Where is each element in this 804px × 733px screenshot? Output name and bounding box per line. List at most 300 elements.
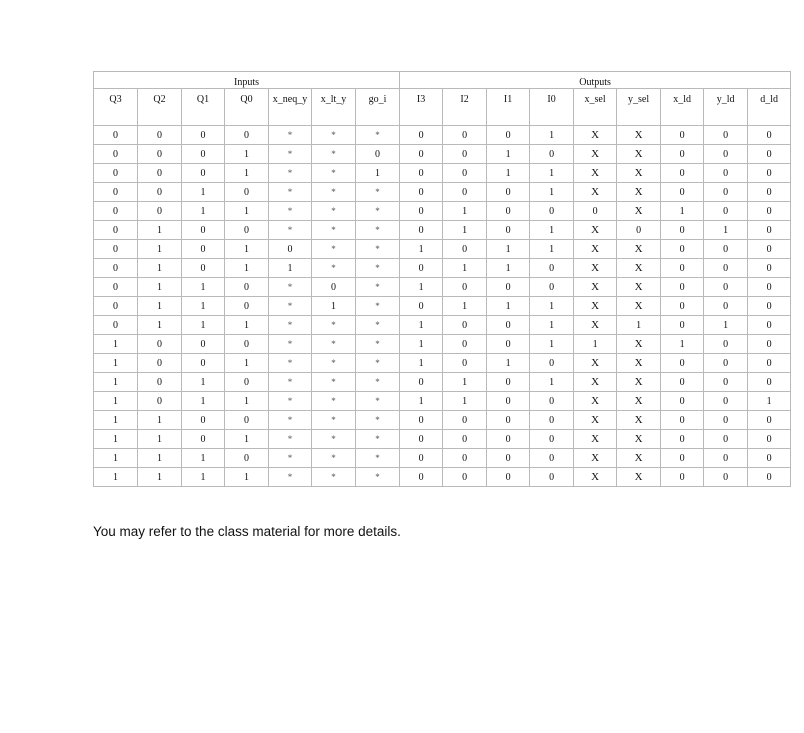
table-cell: 0 <box>182 430 225 449</box>
table-cell: * <box>356 373 400 392</box>
table-cell: 1 <box>530 297 574 316</box>
outputs-group-header: Outputs <box>400 72 791 89</box>
table-cell: 0 <box>661 392 704 411</box>
table-cell: X <box>574 411 617 430</box>
column-header-x-lt-y: x_lt_y <box>312 89 356 126</box>
table-cell: 0 <box>94 278 138 297</box>
table-cell: 1 <box>530 183 574 202</box>
note-text: You may refer to the class material for more details. <box>93 524 401 539</box>
table-cell: 0 <box>748 411 791 430</box>
table-cell: * <box>356 411 400 430</box>
table-cell: 0 <box>530 354 574 373</box>
column-header-q2: Q2 <box>138 89 182 126</box>
table-cell: 1 <box>400 278 443 297</box>
column-header-x-neq-y: x_neq_y <box>269 89 312 126</box>
table-cell: * <box>356 316 400 335</box>
table-cell: 0 <box>487 221 530 240</box>
table-cell: X <box>574 373 617 392</box>
table-cell: * <box>269 183 312 202</box>
table-row <box>94 335 791 354</box>
table-cell: 0 <box>269 240 312 259</box>
table-cell: 0 <box>748 183 791 202</box>
table-cell: 0 <box>182 126 225 145</box>
table-cell: 0 <box>225 126 269 145</box>
table-cell: 1 <box>400 354 443 373</box>
table-cell: 1 <box>704 221 748 240</box>
table-cell: 0 <box>400 449 443 468</box>
table-cell: * <box>312 183 356 202</box>
table-cell: 0 <box>748 354 791 373</box>
table-cell: 0 <box>704 259 748 278</box>
table-cell: 0 <box>661 145 704 164</box>
table-cell: 0 <box>400 202 443 221</box>
table-row <box>94 221 791 240</box>
table-cell: * <box>312 430 356 449</box>
table-cell: X <box>617 430 661 449</box>
table-cell: 1 <box>94 335 138 354</box>
table-cell: 1 <box>182 468 225 487</box>
table-cell: X <box>617 145 661 164</box>
table-cell: 0 <box>225 373 269 392</box>
table-cell: 0 <box>487 430 530 449</box>
table-cell: 0 <box>94 202 138 221</box>
table-cell: 1 <box>661 202 704 221</box>
table-cell: 0 <box>138 392 182 411</box>
table-cell: 0 <box>748 297 791 316</box>
table-cell: X <box>617 297 661 316</box>
table-cell: 1 <box>400 335 443 354</box>
table-cell: 1 <box>182 278 225 297</box>
table-cell: 0 <box>748 259 791 278</box>
table-cell: 1 <box>138 316 182 335</box>
table-cell: 0 <box>704 373 748 392</box>
table-row <box>94 278 791 297</box>
table-cell: 1 <box>443 259 487 278</box>
table-cell: 0 <box>530 449 574 468</box>
table-cell: 0 <box>487 373 530 392</box>
table-cell: * <box>269 145 312 164</box>
table-cell: 0 <box>487 126 530 145</box>
table-cell: X <box>574 468 617 487</box>
table-cell: 1 <box>443 202 487 221</box>
table-cell: 0 <box>138 202 182 221</box>
table-cell: 1 <box>487 164 530 183</box>
table-row <box>94 240 791 259</box>
table-cell: X <box>617 278 661 297</box>
table-cell: * <box>356 240 400 259</box>
table-cell: * <box>269 411 312 430</box>
table-cell: 0 <box>617 221 661 240</box>
column-header-q0: Q0 <box>225 89 269 126</box>
table-cell: * <box>269 297 312 316</box>
table-cell: 0 <box>704 240 748 259</box>
column-header-go-i: go_i <box>356 89 400 126</box>
table-cell: 1 <box>225 468 269 487</box>
table-cell: 0 <box>443 430 487 449</box>
table-cell: * <box>269 202 312 221</box>
table-cell: 1 <box>138 411 182 430</box>
table-cell: 0 <box>400 373 443 392</box>
table-cell: * <box>269 468 312 487</box>
table-cell: 0 <box>748 240 791 259</box>
column-header-q3: Q3 <box>94 89 138 126</box>
table-cell: * <box>312 259 356 278</box>
table-cell: X <box>574 278 617 297</box>
table-row <box>94 468 791 487</box>
table-cell: 1 <box>94 373 138 392</box>
table-cell: 0 <box>704 164 748 183</box>
table-cell: 0 <box>182 335 225 354</box>
table-cell: * <box>356 126 400 145</box>
table-cell: 0 <box>530 468 574 487</box>
table-cell: 0 <box>443 411 487 430</box>
table-cell: 1 <box>94 411 138 430</box>
table-cell: * <box>269 316 312 335</box>
table-cell: * <box>356 183 400 202</box>
table-cell: 0 <box>661 411 704 430</box>
table-cell: 0 <box>530 278 574 297</box>
table-cell: 1 <box>530 335 574 354</box>
table-cell: 0 <box>704 202 748 221</box>
table-cell: 0 <box>138 126 182 145</box>
table-cell: 1 <box>487 240 530 259</box>
table-cell: 0 <box>661 449 704 468</box>
table-cell: 0 <box>704 430 748 449</box>
table-cell: 0 <box>400 126 443 145</box>
table-cell: 1 <box>530 316 574 335</box>
table-cell: 1 <box>443 221 487 240</box>
table-cell: 0 <box>94 316 138 335</box>
table-cell: 1 <box>225 240 269 259</box>
table-cell: * <box>356 392 400 411</box>
table-row <box>94 259 791 278</box>
table-cell: 0 <box>704 392 748 411</box>
table-cell: * <box>269 430 312 449</box>
table-cell: 0 <box>748 145 791 164</box>
column-header-d-ld: d_ld <box>748 89 791 126</box>
table-cell: 0 <box>487 335 530 354</box>
table-cell: X <box>574 145 617 164</box>
table-cell: X <box>574 297 617 316</box>
table-cell: 0 <box>661 316 704 335</box>
table-cell: 0 <box>400 145 443 164</box>
table-cell: 1 <box>94 449 138 468</box>
table-cell: 1 <box>443 297 487 316</box>
table-cell: 1 <box>138 468 182 487</box>
table-cell: 0 <box>443 316 487 335</box>
table-cell: 0 <box>487 278 530 297</box>
table-cell: 0 <box>182 221 225 240</box>
table-cell: 1 <box>400 316 443 335</box>
table-cell: 1 <box>182 202 225 221</box>
column-header-q1: Q1 <box>182 89 225 126</box>
table-cell: 1 <box>138 278 182 297</box>
column-header-i3: I3 <box>400 89 443 126</box>
table-row <box>94 126 791 145</box>
table-cell: 0 <box>661 468 704 487</box>
table-cell: X <box>617 335 661 354</box>
table-cell: 0 <box>225 449 269 468</box>
table-cell: 0 <box>487 449 530 468</box>
table-cell: 1 <box>225 202 269 221</box>
table-cell: X <box>574 430 617 449</box>
table-cell: * <box>356 354 400 373</box>
table-cell: 0 <box>530 259 574 278</box>
table-cell: 0 <box>138 373 182 392</box>
table-cell: * <box>356 221 400 240</box>
table-cell: 1 <box>182 297 225 316</box>
table-cell: X <box>574 316 617 335</box>
table-cell: 0 <box>661 183 704 202</box>
table-cell: 0 <box>530 392 574 411</box>
table-row <box>94 183 791 202</box>
table-cell: 0 <box>400 221 443 240</box>
table-cell: 0 <box>225 221 269 240</box>
table-body <box>94 126 791 487</box>
table-row <box>94 392 791 411</box>
table-cell: 0 <box>661 373 704 392</box>
table-cell: X <box>617 259 661 278</box>
table-cell: 0 <box>704 278 748 297</box>
table-cell: 1 <box>400 392 443 411</box>
table-cell: 0 <box>400 468 443 487</box>
table-cell: * <box>269 335 312 354</box>
table-cell: 0 <box>443 126 487 145</box>
table-cell: 0 <box>400 430 443 449</box>
table-cell: 1 <box>487 259 530 278</box>
table-cell: * <box>269 392 312 411</box>
table-cell: * <box>269 354 312 373</box>
table-cell: 1 <box>356 164 400 183</box>
table-cell: 1 <box>138 297 182 316</box>
table-cell: 0 <box>94 240 138 259</box>
table-cell: 1 <box>182 373 225 392</box>
table-cell: 1 <box>443 373 487 392</box>
column-header-x-ld: x_ld <box>661 89 704 126</box>
table-cell: 0 <box>443 240 487 259</box>
table-cell: 1 <box>530 221 574 240</box>
table-row <box>94 411 791 430</box>
table-cell: 0 <box>443 354 487 373</box>
table-cell: 0 <box>661 240 704 259</box>
table-cell: X <box>574 126 617 145</box>
table-cell: 1 <box>138 449 182 468</box>
table-cell: 0 <box>225 183 269 202</box>
inputs-group-header: Inputs <box>94 72 400 89</box>
table-cell: * <box>356 449 400 468</box>
table-cell: X <box>574 354 617 373</box>
table-cell: 1 <box>487 297 530 316</box>
table-cell: 0 <box>704 335 748 354</box>
table-row <box>94 373 791 392</box>
table-cell: * <box>312 392 356 411</box>
table-cell: 1 <box>225 430 269 449</box>
table-cell: X <box>617 164 661 183</box>
table-cell: 1 <box>487 145 530 164</box>
table-cell: 1 <box>617 316 661 335</box>
table-cell: * <box>269 126 312 145</box>
table-cell: 0 <box>748 373 791 392</box>
table-cell: 0 <box>748 449 791 468</box>
table-cell: 0 <box>443 164 487 183</box>
table-cell: X <box>617 354 661 373</box>
table-cell: 0 <box>704 145 748 164</box>
table-row <box>94 145 791 164</box>
table-cell: 0 <box>312 278 356 297</box>
table-cell: 0 <box>94 297 138 316</box>
table-cell: 1 <box>312 297 356 316</box>
table-cell: 0 <box>748 202 791 221</box>
table-cell: 0 <box>748 278 791 297</box>
table-cell: * <box>312 373 356 392</box>
table-cell: 0 <box>138 164 182 183</box>
table-cell: 0 <box>94 126 138 145</box>
column-header-y-ld: y_ld <box>704 89 748 126</box>
table-cell: 0 <box>748 126 791 145</box>
table-row <box>94 164 791 183</box>
table-cell: 1 <box>138 259 182 278</box>
table-cell: 1 <box>748 392 791 411</box>
table-cell: 1 <box>530 240 574 259</box>
table-cell: 0 <box>138 335 182 354</box>
table-cell: * <box>312 449 356 468</box>
table-cell: 0 <box>225 411 269 430</box>
table-cell: 0 <box>748 316 791 335</box>
table-cell: 1 <box>574 335 617 354</box>
table-cell: X <box>617 240 661 259</box>
table-cell: 1 <box>530 164 574 183</box>
table-cell: 0 <box>704 297 748 316</box>
table-cell: 0 <box>400 259 443 278</box>
table-cell: 0 <box>182 145 225 164</box>
table-cell: * <box>312 202 356 221</box>
table-cell: 1 <box>182 392 225 411</box>
table-cell: 0 <box>138 183 182 202</box>
table-cell: 0 <box>530 411 574 430</box>
table-row <box>94 202 791 221</box>
column-header-row <box>94 89 791 126</box>
table-cell: 1 <box>269 259 312 278</box>
table-cell: 0 <box>443 145 487 164</box>
table-cell: 0 <box>400 411 443 430</box>
table-row <box>94 430 791 449</box>
table-cell: 0 <box>400 183 443 202</box>
table-cell: * <box>356 335 400 354</box>
table-cell: 0 <box>530 430 574 449</box>
table-cell: 1 <box>138 430 182 449</box>
table-cell: 1 <box>530 126 574 145</box>
table-cell: 1 <box>182 183 225 202</box>
table-cell: 1 <box>225 392 269 411</box>
table-cell: 0 <box>530 145 574 164</box>
table-cell: 0 <box>748 430 791 449</box>
table-cell: * <box>269 221 312 240</box>
table-cell: 0 <box>443 335 487 354</box>
table-cell: 1 <box>182 316 225 335</box>
table-cell: X <box>617 411 661 430</box>
table-cell: 0 <box>748 468 791 487</box>
table-cell: 0 <box>704 126 748 145</box>
table-cell: 1 <box>661 335 704 354</box>
table-cell: 0 <box>487 468 530 487</box>
table-cell: 1 <box>704 316 748 335</box>
table-cell: 0 <box>225 335 269 354</box>
column-header-i0: I0 <box>530 89 574 126</box>
table-cell: * <box>356 468 400 487</box>
table-row <box>94 316 791 335</box>
column-header-i1: I1 <box>487 89 530 126</box>
table-cell: 0 <box>661 430 704 449</box>
table-cell: 0 <box>94 164 138 183</box>
table-cell: X <box>617 202 661 221</box>
table-cell: * <box>269 278 312 297</box>
table-cell: * <box>312 354 356 373</box>
table-cell: * <box>269 164 312 183</box>
table-cell: 1 <box>138 221 182 240</box>
table-cell: 0 <box>748 221 791 240</box>
table-cell: 0 <box>704 354 748 373</box>
table-cell: * <box>356 202 400 221</box>
table-cell: 0 <box>443 183 487 202</box>
table-cell: X <box>574 183 617 202</box>
table-cell: 0 <box>94 183 138 202</box>
table-cell: 1 <box>487 354 530 373</box>
table-cell: * <box>312 316 356 335</box>
table-cell: 0 <box>138 145 182 164</box>
column-header-x-sel: x_sel <box>574 89 617 126</box>
table-cell: X <box>574 240 617 259</box>
table-cell: X <box>617 126 661 145</box>
table-cell: 1 <box>400 240 443 259</box>
table-row <box>94 449 791 468</box>
fsm-truth-table <box>93 71 791 487</box>
table-cell: 0 <box>748 164 791 183</box>
table-cell: 0 <box>487 316 530 335</box>
table-cell: 0 <box>356 145 400 164</box>
table-cell: 0 <box>400 297 443 316</box>
table-cell: 0 <box>138 354 182 373</box>
table-cell: 0 <box>443 278 487 297</box>
table-cell: 0 <box>443 449 487 468</box>
table-cell: 1 <box>94 430 138 449</box>
table-cell: 0 <box>661 354 704 373</box>
table-cell: * <box>312 411 356 430</box>
table-cell: * <box>312 145 356 164</box>
table-cell: X <box>617 449 661 468</box>
table-cell: 1 <box>225 164 269 183</box>
table-cell: 1 <box>443 392 487 411</box>
table-cell: 0 <box>704 183 748 202</box>
table-cell: * <box>312 468 356 487</box>
group-header-row <box>94 72 791 89</box>
table-cell: 0 <box>704 411 748 430</box>
table-cell: 0 <box>661 259 704 278</box>
table-cell: * <box>356 259 400 278</box>
table-cell: 0 <box>661 278 704 297</box>
table-cell: 0 <box>94 259 138 278</box>
table-cell: 1 <box>225 259 269 278</box>
table-cell: 0 <box>487 202 530 221</box>
table-cell: 0 <box>704 468 748 487</box>
table-cell: 0 <box>182 259 225 278</box>
table-cell: * <box>356 430 400 449</box>
table-cell: 0 <box>487 183 530 202</box>
table-cell: 0 <box>487 411 530 430</box>
table-cell: * <box>356 278 400 297</box>
table-cell: 0 <box>530 202 574 221</box>
table-cell: X <box>617 183 661 202</box>
table-cell: * <box>312 164 356 183</box>
